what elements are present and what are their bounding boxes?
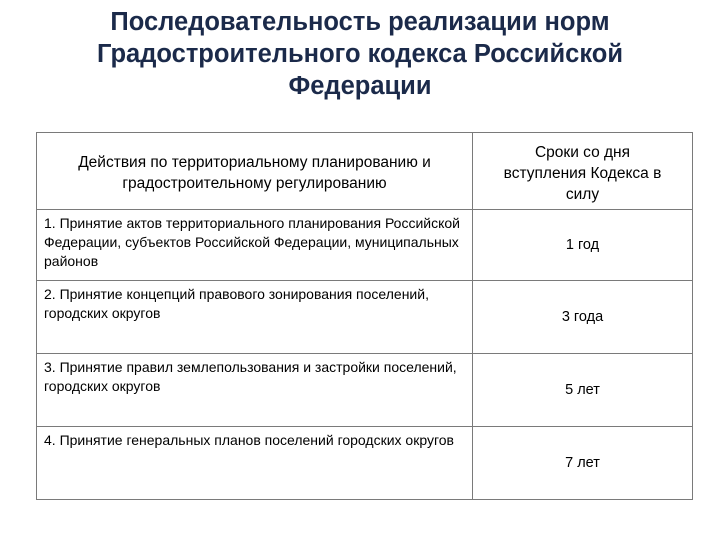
- header-action-label: Действия по территориальному планированию и градостроительному регулированию: [78, 154, 431, 192]
- title-line-2: Градостроительного кодекса Российской: [96, 40, 624, 68]
- header-action-cell: [37, 133, 473, 210]
- title-line-1: Последовательность реализации норм: [110, 8, 610, 36]
- table-row: [37, 210, 693, 281]
- implementation-schedule-table: [36, 132, 693, 500]
- table-row: [37, 354, 693, 427]
- table-header-row: [37, 133, 693, 210]
- header-term-cell: [473, 133, 693, 210]
- table-row: [37, 281, 693, 354]
- table-row: [37, 427, 693, 500]
- term-cell: 5 лет: [473, 354, 693, 427]
- term-cell: 3 года: [473, 281, 693, 354]
- term-cell: 1 год: [473, 210, 693, 281]
- action-cell: 4. Принятие генеральных планов поселений городских округов: [37, 427, 473, 500]
- action-cell: 1. Принятие актов территориального планирования Российской Федерации, субъектов Российской Федерации, муниципальных районов: [37, 210, 473, 281]
- term-cell: 7 лет: [473, 427, 693, 500]
- slide-title: [40, 6, 680, 102]
- title-line-3: Федерации: [288, 72, 432, 100]
- action-cell: 2. Принятие концепций правового зонирования поселений, городских округов: [37, 281, 473, 354]
- header-term-label: Сроки со дня вступления Кодекса в силу: [503, 143, 662, 203]
- action-cell: 3. Принятие правил землепользования и застройки поселений, городских округов: [37, 354, 473, 427]
